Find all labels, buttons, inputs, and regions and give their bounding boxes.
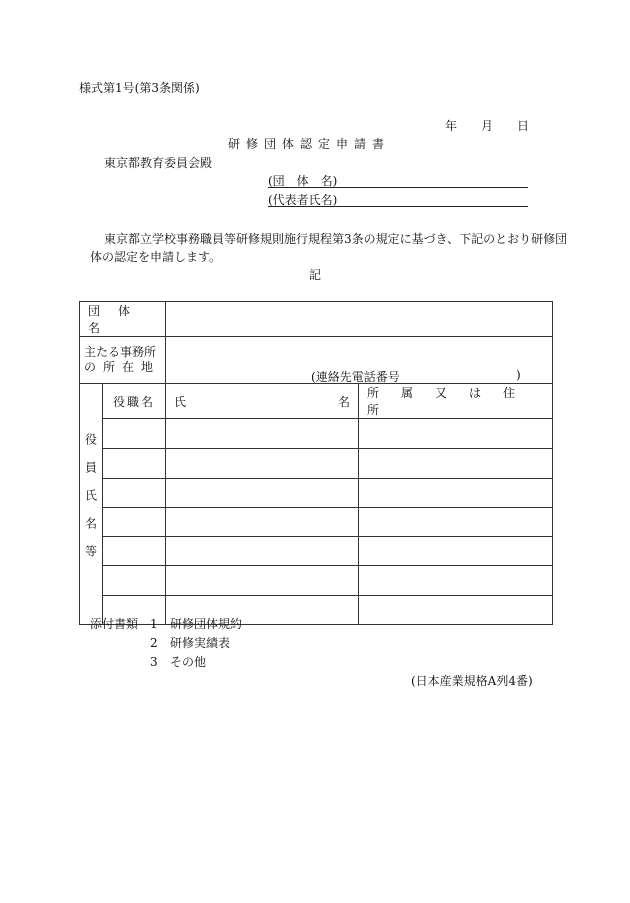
column-name-left: 氏 [174, 394, 187, 409]
attachment-1-number: 1 [150, 617, 158, 631]
officer-position-cell[interactable] [103, 479, 166, 508]
officer-name-cell[interactable] [166, 537, 359, 566]
body-text-line-2: 体の認定を申請します。 [90, 250, 222, 264]
attachment-2-number: 2 [150, 636, 158, 650]
column-affiliation-header: 所属又は住所 [359, 384, 553, 419]
attachment-2-text: 研修実績表 [170, 636, 231, 650]
officer-affiliation-cell[interactable] [359, 537, 553, 566]
group-name-label: (団 体 名) [268, 174, 338, 188]
officer-name-cell[interactable] [166, 419, 359, 449]
contact-phone-label: (連絡先電話番号 [311, 370, 400, 384]
group-name-header: 団体名 [80, 302, 166, 337]
officer-name-cell[interactable] [166, 508, 359, 537]
officer-position-cell[interactable] [103, 508, 166, 537]
officer-affiliation-cell[interactable] [359, 419, 553, 449]
group-name-underline [268, 187, 528, 188]
officers-header: 役員氏名等 [80, 384, 103, 625]
office-location-field[interactable] [166, 337, 553, 384]
contact-phone-close: ) [516, 368, 521, 382]
officer-affiliation-cell[interactable] [359, 596, 553, 625]
addressee: 東京都教育委員会殿 [104, 156, 213, 170]
attachment-1-text: 研修団体規約 [170, 617, 243, 631]
document-title: 研修団体認定申請書 [228, 137, 391, 151]
column-position-header: 役職名 [103, 384, 166, 419]
body-text-line-1: 東京都立学校事務職員等研修規則施行規程第3条の規定に基づき、下記のとおり研修団 [104, 232, 568, 246]
form-number-label: 様式第1号(第3条関係) [79, 81, 200, 95]
paper-size-note: (日本産業規格A列4番) [411, 674, 533, 688]
officer-affiliation-cell[interactable] [359, 566, 553, 596]
officer-position-cell[interactable] [103, 449, 166, 479]
officer-form-table [79, 301, 553, 625]
officer-name-cell[interactable] [166, 566, 359, 596]
group-name-field[interactable] [166, 302, 553, 337]
date-year-label: 年 [445, 119, 458, 133]
officer-affiliation-cell[interactable] [359, 449, 553, 479]
officer-affiliation-cell[interactable] [359, 479, 553, 508]
officer-name-cell[interactable] [166, 479, 359, 508]
officer-affiliation-cell[interactable] [359, 508, 553, 537]
representative-name-underline [268, 206, 528, 207]
attachments-label: 添付書類 [90, 617, 139, 631]
officer-name-cell[interactable] [166, 449, 359, 479]
date-day-label: 日 [517, 119, 530, 133]
column-name-header [166, 384, 359, 419]
officer-position-cell[interactable] [103, 566, 166, 596]
officer-position-cell[interactable] [103, 537, 166, 566]
attachment-3-number: 3 [150, 655, 158, 669]
column-name-right: 名 [338, 394, 351, 409]
date-month-label: 月 [481, 119, 494, 133]
office-location-line-2: の所在地 [84, 360, 161, 374]
ki-label: 記 [309, 268, 322, 282]
attachment-3-text: その他 [170, 655, 207, 669]
officer-position-cell[interactable] [103, 419, 166, 449]
office-location-header [80, 337, 166, 384]
representative-name-label: (代表者氏名) [268, 193, 338, 207]
office-location-line-1: 主たる事務所 [84, 345, 157, 359]
